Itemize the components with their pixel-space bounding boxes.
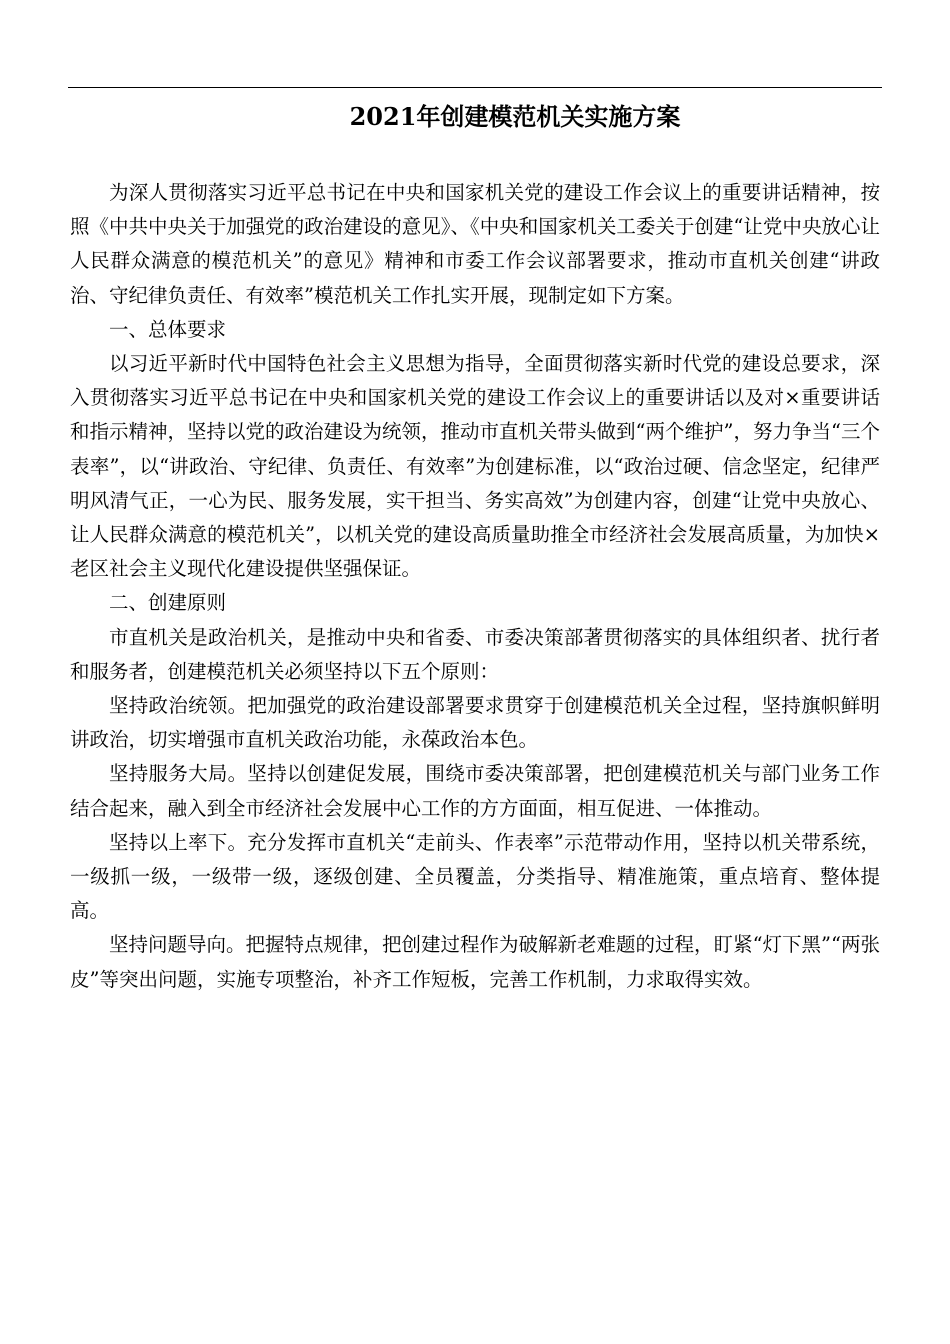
paragraph-principle-example: 坚持以上率下。充分发挥市直机关“走前头、作表率”示范带动作用，坚持以机关带系统，一级抓一级，一级带一级，逐级创建、全员覆盖，分类指导、精准施策，重点培育、整体提高。 — [70, 830, 880, 923]
paragraph-principle-service: 坚持服务大局。坚持以创建促发展，围绕市委决策部署，把创建模范机关与部门业务工作结合起来，融入到全市经济社会发展中心工作的方方面面，相互促进、一体推动。 — [70, 762, 880, 820]
section-heading-general-requirements: 一、总体要求 — [109, 317, 227, 341]
header-rule — [68, 87, 882, 88]
paragraph-intro: 为深人贯彻落实习近平总书记在中央和国家机关党的建设工作会议上的重要讲话精神，按照《中共中央关于加强党的政治建设的意见》、《中央和国家机关工委关于创建“让党中央放心让人民群众满意的模范机关”的意见》精神和市委工作会议部署要求，推动市直机关创建“讲政治、守纪律负责任、有效率”模范机关工作扎实开展，现制定如下方案。 — [70, 181, 880, 307]
document-title: 2021年创建模范机关实施方案 — [349, 102, 681, 131]
paragraph-principle-political: 坚持政治统领。把加强党的政治建设部署要求贯穿于创建模范机关全过程，坚持旗帜鲜明讲政治，切实增强市直机关政治功能，永葆政治本色。 — [70, 694, 880, 752]
section-heading-principles: 二、创建原则 — [109, 591, 227, 615]
paragraph-general-requirements: 以习近平新时代中国特色社会主义思想为指导，全面贯彻落实新时代党的建设总要求，深入贯彻落实习近平总书记在中央和国家机关党的建设工作会议上的重要讲话以及对×重要讲话和指示精神，坚持以党的政治建设为统领，推动市直机关带头做到“两个维护”，努力争当“三个表率”，以“讲政治、守纪律、负责任、有效率”为创建标准，以“政治过硬、信念坚定，纪律严明风清气正，一心为民、服务发展，实干担当、务实高效”为创建内容，创建“让党中央放心、让人民群众满意的模范机关”，以机关党的建设高质量助推全市经济社会发展高质量，为加快×老区社会主义现代化建设提供坚强保证。 — [70, 352, 880, 581]
paragraph-principles-intro: 市直机关是政治机关，是推动中央和省委、市委决策部著贯彻落实的具体组织者、扰行者和服务者，创建模范机关必须坚持以下五个原则： — [70, 625, 880, 683]
document-body — [70, 176, 880, 997]
paragraph-principle-problem: 坚持问题导向。把握特点规律，把创建过程作为破解新老难题的过程，盯紧“灯下黑”“两张皮”等突出问题，实施专项整治，补齐工作短板，完善工作机制，力求取得实效。 — [70, 933, 880, 991]
